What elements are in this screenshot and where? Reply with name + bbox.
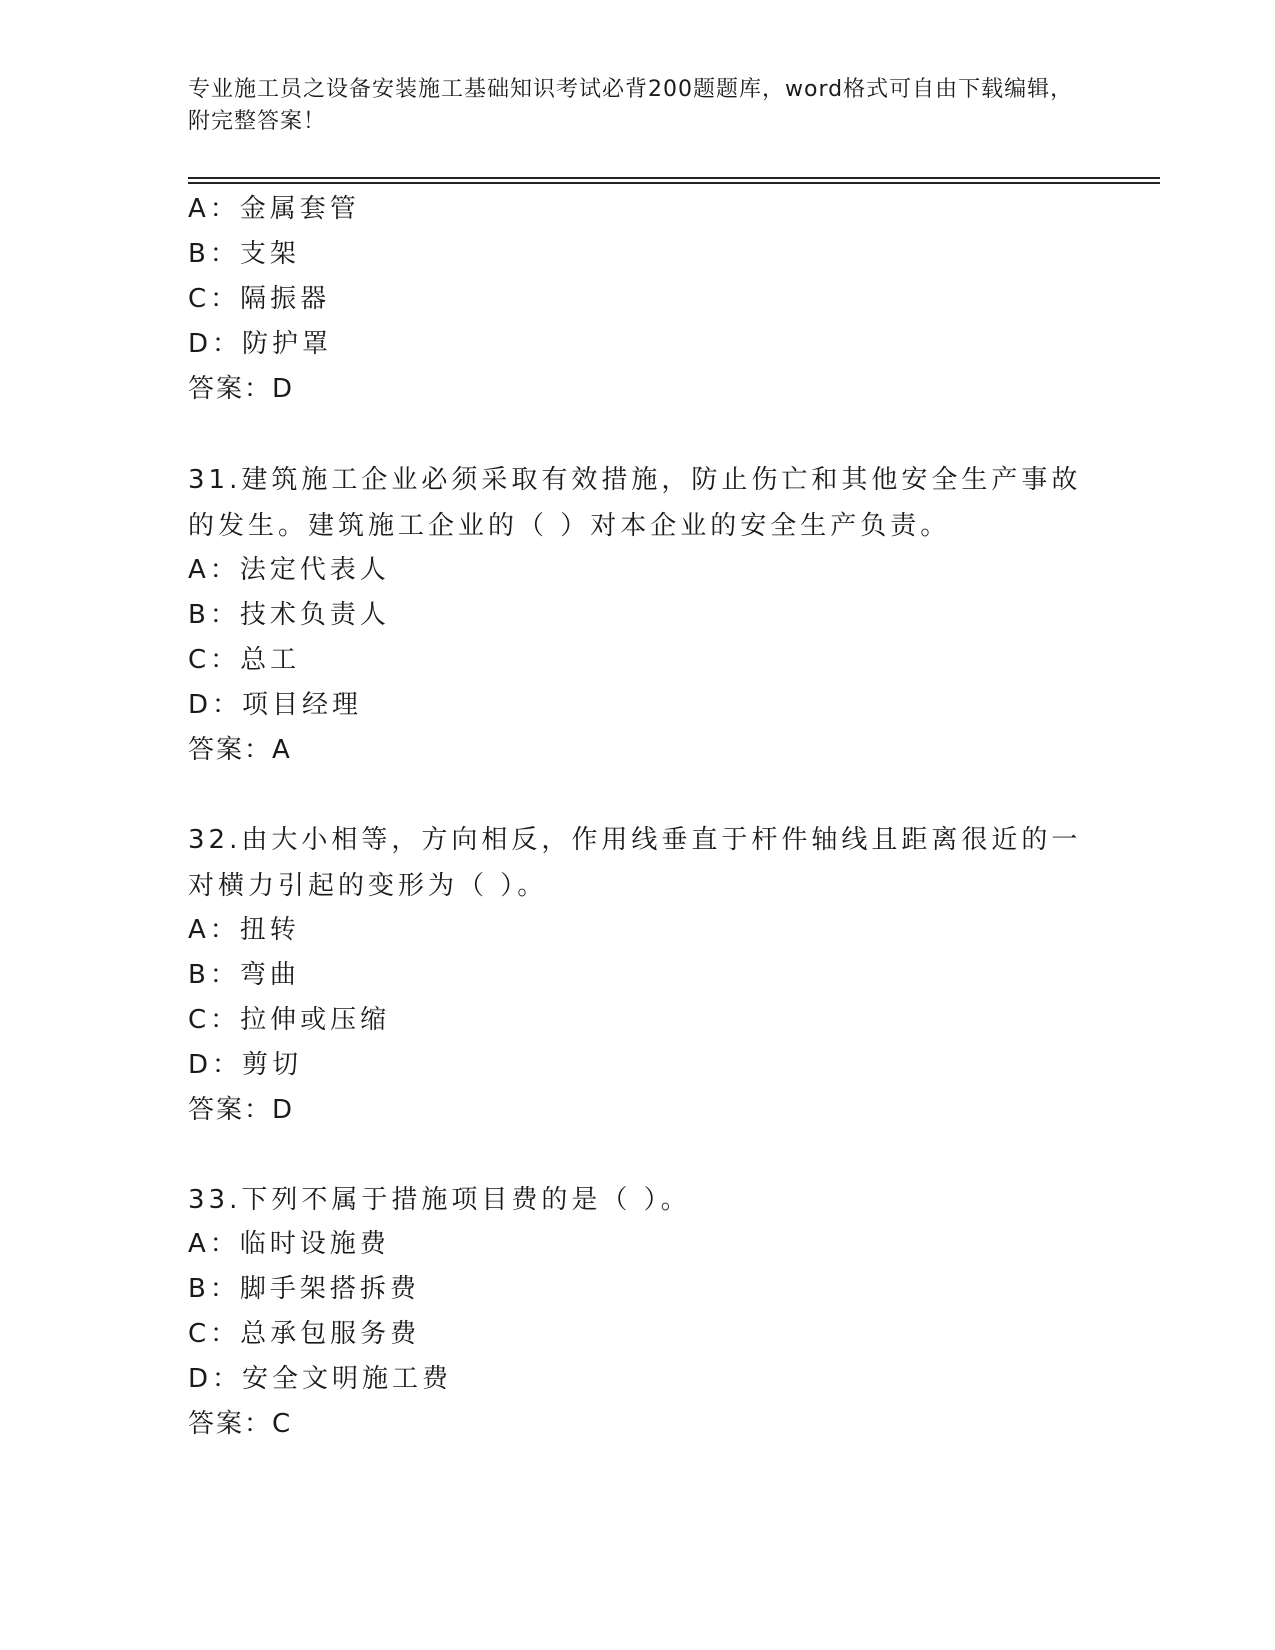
document-header: 专业施工员之设备安装施工基础知识考试必背200题题库，word格式可自由下载编辑，附完整答案！ xyxy=(188,77,1074,134)
option-d: D：项目经理 xyxy=(188,690,363,720)
header-rule-top xyxy=(188,177,1160,179)
option-a: A：扭转 xyxy=(188,915,300,945)
option-c: C：总工 xyxy=(188,645,301,675)
question-32-text: 32.由大小相等，方向相反，作用线垂直于杆件轴线且距离很近的一对横力引起的变形为（ ）。 xyxy=(188,825,1082,901)
answer: 答案：D xyxy=(188,1095,295,1125)
question-33-text: 33.下列不属于措施项目费的是（ ）。 xyxy=(188,1185,691,1215)
option-c: C：总承包服务费 xyxy=(188,1319,421,1349)
answer: 答案：A xyxy=(188,735,292,765)
header-rule-bottom xyxy=(188,182,1160,184)
option-c: C：隔振器 xyxy=(188,284,331,314)
option-b: B：支架 xyxy=(188,239,300,269)
answer: 答案：C xyxy=(188,1409,293,1439)
option-c: C：拉伸或压缩 xyxy=(188,1005,391,1035)
question-31-text: 31.建筑施工企业必须采取有效措施，防止伤亡和其他安全生产事故的发生。建筑施工企业的（ ）对本企业的安全生产负责。 xyxy=(188,465,1082,541)
option-d: D：安全文明施工费 xyxy=(188,1364,453,1394)
option-a: A：法定代表人 xyxy=(188,555,390,585)
option-a: A：金属套管 xyxy=(188,194,360,224)
option-b: B：技术负责人 xyxy=(188,600,390,630)
option-d: D：防护罩 xyxy=(188,329,333,359)
answer: 答案：D xyxy=(188,374,295,404)
option-a: A：临时设施费 xyxy=(188,1229,390,1259)
option-b: B：脚手架搭拆费 xyxy=(188,1274,420,1304)
option-b: B：弯曲 xyxy=(188,960,300,990)
option-d: D：剪切 xyxy=(188,1050,303,1080)
